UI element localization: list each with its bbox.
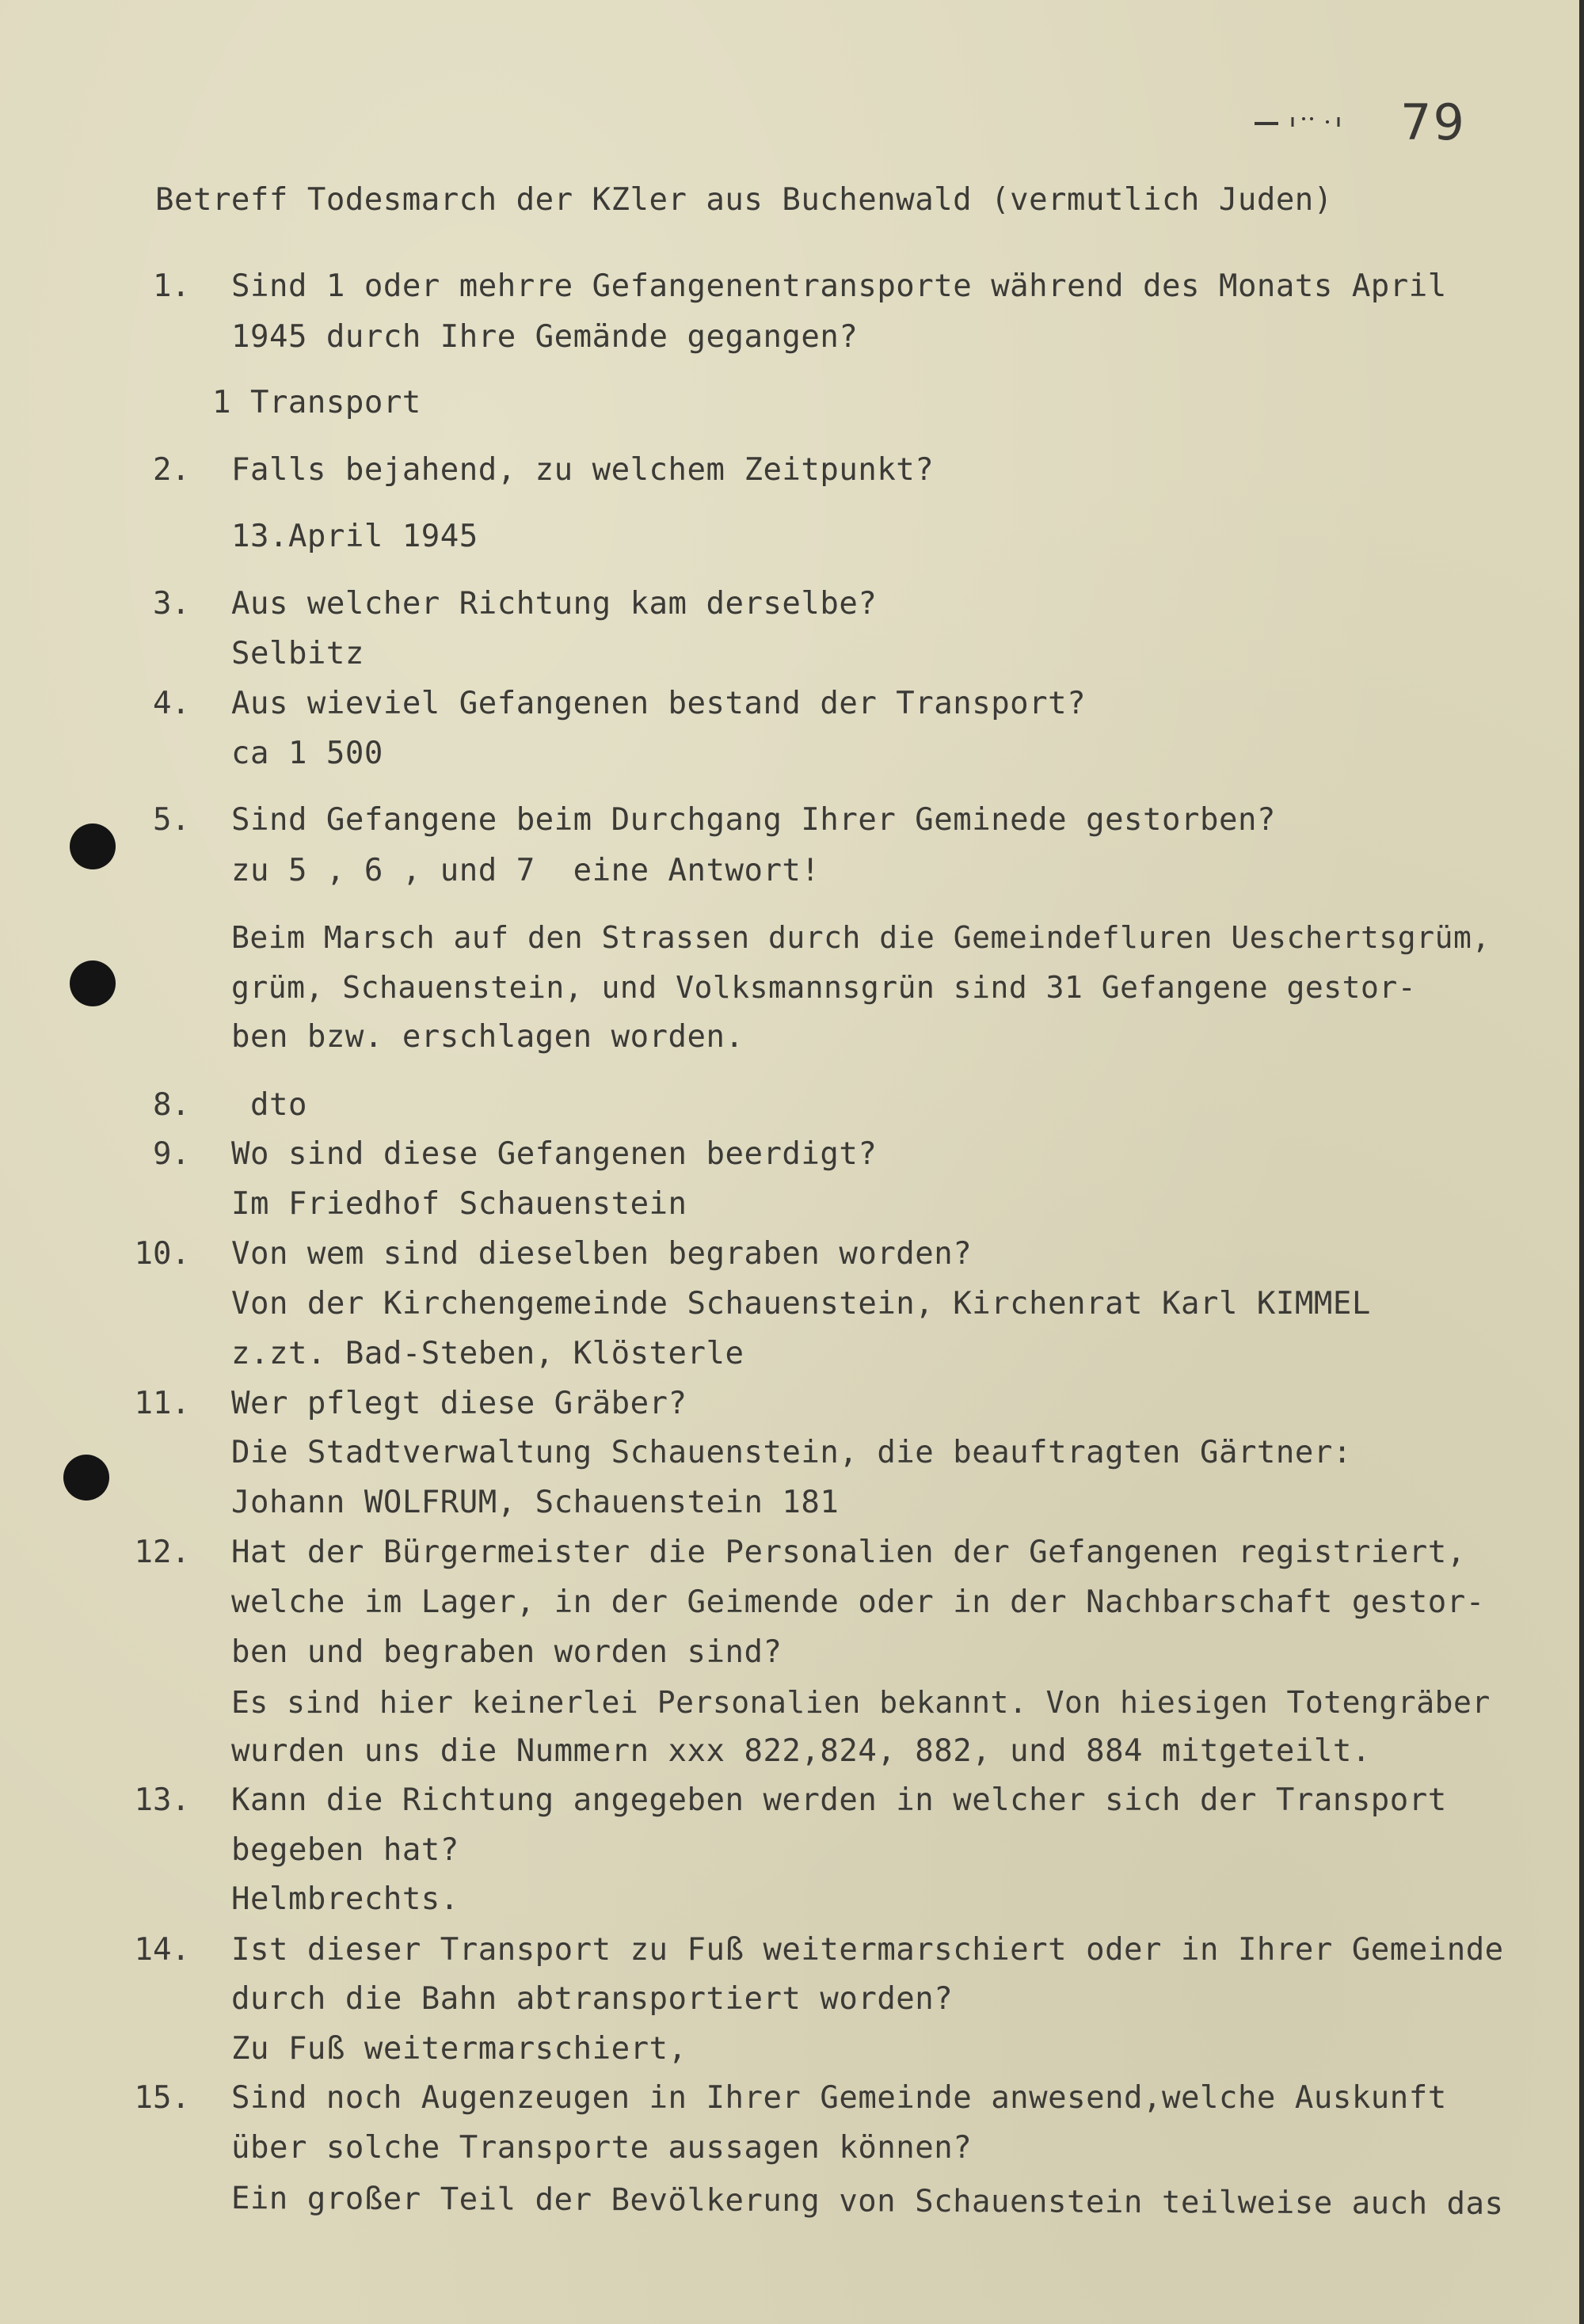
question-line: begeben hat? (231, 1832, 459, 1868)
subject-line: Betreff Todesmarch der KZler aus Buchenwald (vermutlich Juden) (155, 182, 1333, 218)
item-number: 9. (153, 1136, 190, 1172)
answer-line: z.zt. Bad-Steben, Klösterle (231, 1336, 744, 1371)
question-line: durch die Bahn abtransportiert worden? (231, 1981, 954, 2017)
question-line: Sind noch Augenzeugen in Ihrer Gemeinde anwesend,welche Auskunft (231, 2080, 1447, 2116)
item-number: 8. (153, 1087, 190, 1123)
item-number: 15. (134, 2080, 190, 2116)
answer-line: Es sind hier keinerlei Personalien bekannt. Von hiesigen Totengräber (231, 1685, 1491, 1720)
question-line: ben und begraben worden sind? (231, 1634, 782, 1670)
punch-hole (70, 960, 116, 1006)
faint-stamp-mark (1251, 111, 1362, 130)
question-line: über solche Transporte aussagen können? (231, 2130, 973, 2166)
question-line: Sind Gefangene beim Durchgang Ihrer Geminede gestorben? (231, 802, 1276, 838)
punch-hole (70, 823, 116, 869)
item-number: 13. (134, 1782, 190, 1818)
page-number: 79 (1400, 93, 1466, 151)
item-number: 2. (153, 452, 190, 488)
answer-line: Selbitz (231, 636, 364, 671)
answer-line: Beim Marsch auf den Strassen durch die Gemeindefluren Ueschertsgrüm, (231, 920, 1491, 955)
item-number: 14. (134, 1932, 190, 1968)
answer-line: Johann WOLFRUM, Schauenstein 181 (231, 1485, 840, 1520)
question-line: Aus wieviel Gefangenen bestand der Transport? (231, 686, 1087, 721)
answer-line: dto (250, 1087, 307, 1123)
question-line: Aus welcher Richtung kam derselbe? (231, 586, 878, 622)
answer-line: Zu Fuß weitermarschiert, (231, 2031, 687, 2067)
question-line: 1945 durch Ihre Gemände gegangen? (231, 319, 859, 355)
question-line: Ist dieser Transport zu Fuß weitermarschiert oder in Ihrer Gemeinde (231, 1932, 1504, 1968)
answer-line: grüm, Schauenstein, und Volksmannsgrün sind 31 Gefangene gestor- (231, 970, 1417, 1005)
answer-line: wurden uns die Nummern xxx 822,824, 882, und 884 mitgeteilt. (231, 1733, 1371, 1769)
answer-line: Helmbrechts. (231, 1881, 459, 1917)
item-number: 4. (153, 686, 190, 721)
item-number: 5. (153, 802, 190, 838)
item-number: 12. (134, 1535, 190, 1570)
punch-hole (63, 1455, 109, 1501)
question-line: Sind 1 oder mehrre Gefangenentransporte während des Monats April (231, 268, 1447, 304)
answer-line: ca 1 500 (231, 736, 383, 771)
question-line: Kann die Richtung angegeben werden in welcher sich der Transport (231, 1782, 1447, 1818)
item-number: 1. (153, 268, 190, 304)
question-line: Wo sind diese Gefangenen beerdigt? (231, 1136, 878, 1172)
question-line: Falls bejahend, zu welchem Zeitpunkt? (231, 452, 935, 488)
answer-line: 13.April 1945 (231, 519, 478, 554)
answer-line: zu 5 , 6 , und 7 eine Antwort! (231, 853, 821, 888)
answer-line: ben bzw. erschlagen worden. (231, 1019, 744, 1055)
answer-line: Ein großer Teil der Bevölkerung von Schauenstein teilweise auch das (230, 2181, 1504, 2223)
question-line: welche im Lager, in der Geimende oder in der Nachbarschaft gestor- (231, 1584, 1485, 1620)
answer-line: 1 Transport (212, 385, 421, 420)
scan-edge (1579, 0, 1584, 2324)
item-number: 10. (134, 1236, 190, 1272)
answer-line: Von der Kirchengemeinde Schauenstein, Kirchenrat Karl KIMMEL (231, 1286, 1371, 1322)
item-number: 3. (153, 586, 190, 622)
question-line: Hat der Bürgermeister die Personalien der Gefangenen registriert, (231, 1535, 1466, 1570)
item-number: 11. (134, 1386, 190, 1421)
question-line: Wer pflegt diese Gräber? (231, 1386, 687, 1421)
answer-line: Im Friedhof Schauenstein (231, 1186, 687, 1222)
question-line: Von wem sind dieselben begraben worden? (231, 1236, 973, 1272)
answer-line: Die Stadtverwaltung Schauenstein, die beauftragten Gärtner: (231, 1435, 1352, 1470)
